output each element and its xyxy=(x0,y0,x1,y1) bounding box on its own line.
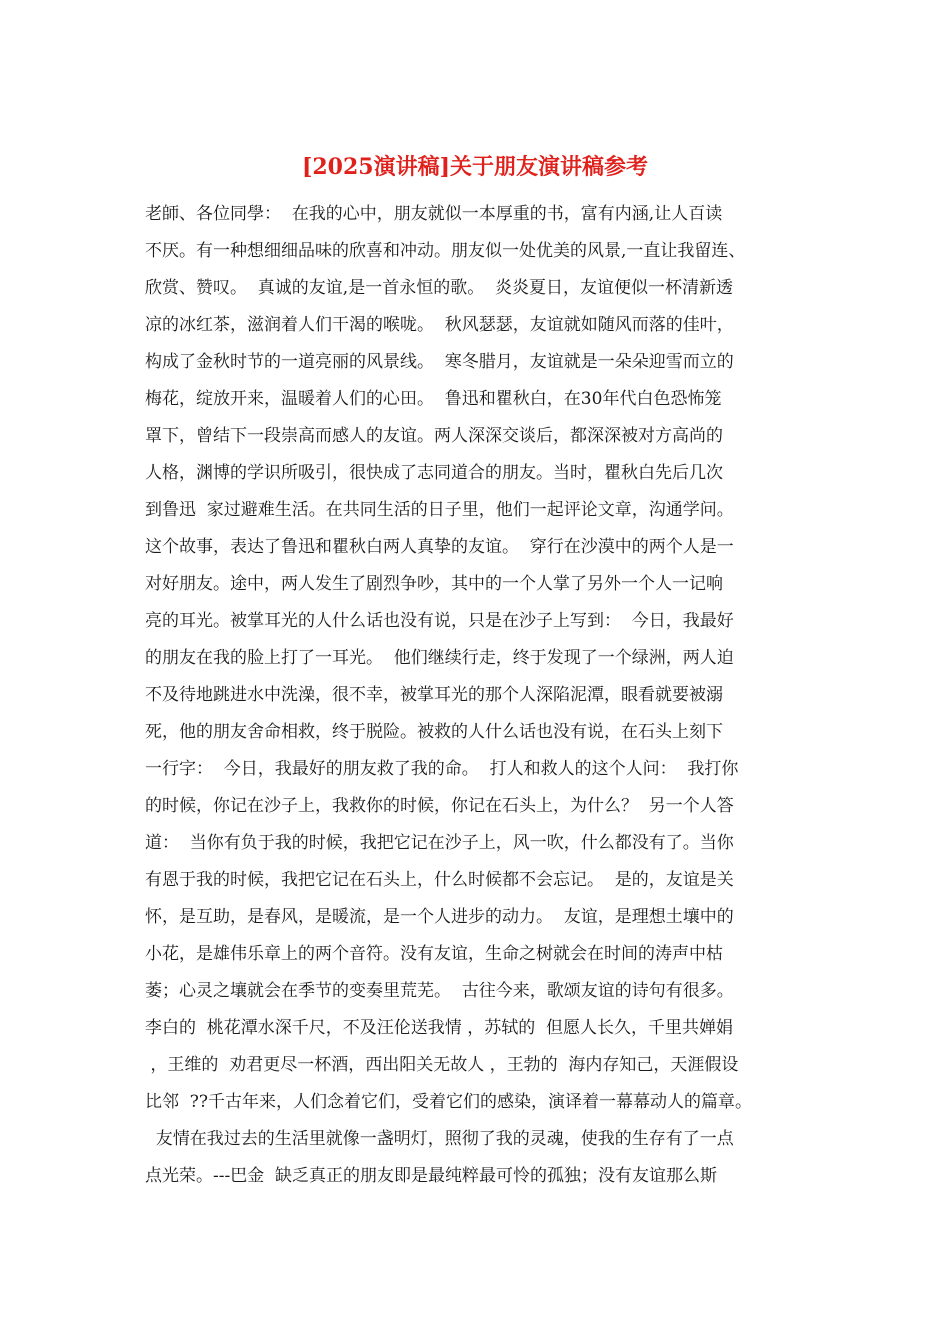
body-line: 点光荣。---巴金 缺乏真正的朋友即是最纯粹最可怜的孤独；没有友谊那么斯 xyxy=(145,1166,718,1186)
body-line: 不厌。有一种想细细品味的欣喜和冲动。朋友似一处优美的风景,一直让我留连、 xyxy=(145,241,746,261)
body-line: 比邻 ??千古年来，人们念着它们，受着它们的感染，演译着一幕幕动人的篇章。 xyxy=(145,1092,753,1112)
body-line: 不及待地跳进水中洗澡，很不幸，被掌耳光的那个人深陷泥潭，眼看就要被溺 xyxy=(145,685,723,705)
body-line: 小花，是雄伟乐章上的两个音符。没有友谊，生命之树就会在时间的涛声中枯 xyxy=(145,944,723,964)
body-line: 的时候，你记在沙子上，我救你的时候，你记在石头上，为什么？ 另一个人答 xyxy=(145,796,734,816)
body-line: 到鲁迅 家过避难生活。在共同生活的日子里，他们一起评论文章，沟通学问。 xyxy=(145,500,734,520)
body-line: 死，他的朋友舍命相救，终于脱险。被救的人什么话也没有说，在石头上刻下 xyxy=(145,722,723,742)
body-line: 道： 当你有负于我的时候，我把它记在沙子上，风一吹，什么都没有了。当你 xyxy=(145,833,734,853)
body-line: 怀，是互助，是春风，是暖流，是一个人进步的动力。 友谊，是理想土壤中的 xyxy=(145,907,734,927)
body-line: ，王维的 劝君更尽一杯酒，西出阳关无故人 ，王勃的 海内存知己，天涯假设 xyxy=(145,1055,739,1075)
document-title: [2025演讲稿]关于朋友演讲稿参考 xyxy=(301,154,649,180)
body-line: 人格，渊博的学识所吸引，很快成了志同道合的朋友。当时，瞿秋白先后几次 xyxy=(145,463,723,483)
body-line: 对好朋友。途中，两人发生了剧烈争吵，其中的一个人掌了另外一个人一记响 xyxy=(145,574,723,594)
document-body xyxy=(145,196,820,1195)
body-line: 有恩于我的时候，我把它记在石头上，什么时候都不会忘记。 是的，友谊是关 xyxy=(145,870,734,890)
body-line: 一行字： 今日，我最好的朋友救了我的命。 打人和救人的这个人问： 我打你 xyxy=(145,759,739,779)
body-line: 李白的 桃花潭水深千尺，不及汪伦送我情 ，苏轼的 但愿人长久，千里共婵娟 xyxy=(145,1018,734,1038)
body-line: 罩下，曾结下一段崇高而感人的友谊。两人深深交谈后，都深深被对方高尚的 xyxy=(145,426,723,446)
body-line: 欣赏、赞叹。 真诚的友谊,是一首永恒的歌。 炎炎夏日，友谊便似一杯清新透 xyxy=(145,278,734,298)
body-line: 的朋友在我的脸上打了一耳光。 他们继续行走，终于发现了一个绿洲，两人迫 xyxy=(145,648,734,668)
body-line: 友情在我过去的生活里就像一盏明灯，照彻了我的灵魂，使我的生存有了一点 xyxy=(145,1129,734,1149)
body-line: 凉的冰红茶，滋润着人们干渴的喉咙。 秋风瑟瑟，友谊就如随风而落的佳叶， xyxy=(145,315,734,335)
body-line: 萎；心灵之壤就会在季节的变奏里荒芜。 古往今来，歌颂友谊的诗句有很多。 xyxy=(145,981,734,1001)
body-line: 亮的耳光。被掌耳光的人什么话也没有说，只是在沙子上写到： 今日，我最好 xyxy=(145,611,734,631)
body-line: 这个故事，表达了鲁迅和瞿秋白两人真挚的友谊。 穿行在沙漠中的两个人是一 xyxy=(145,537,734,557)
body-line: 梅花，绽放开来，温暖着人们的心田。 鲁迅和瞿秋白，在30年代白色恐怖笼 xyxy=(145,389,722,409)
body-line: 构成了金秋时节的一道亮丽的风景线。 寒冬腊月，友谊就是一朵朵迎雪而立的 xyxy=(145,352,734,372)
body-line: 老師、各位同學： 在我的心中，朋友就似一本厚重的书，富有内涵,让人百读 xyxy=(145,204,723,224)
